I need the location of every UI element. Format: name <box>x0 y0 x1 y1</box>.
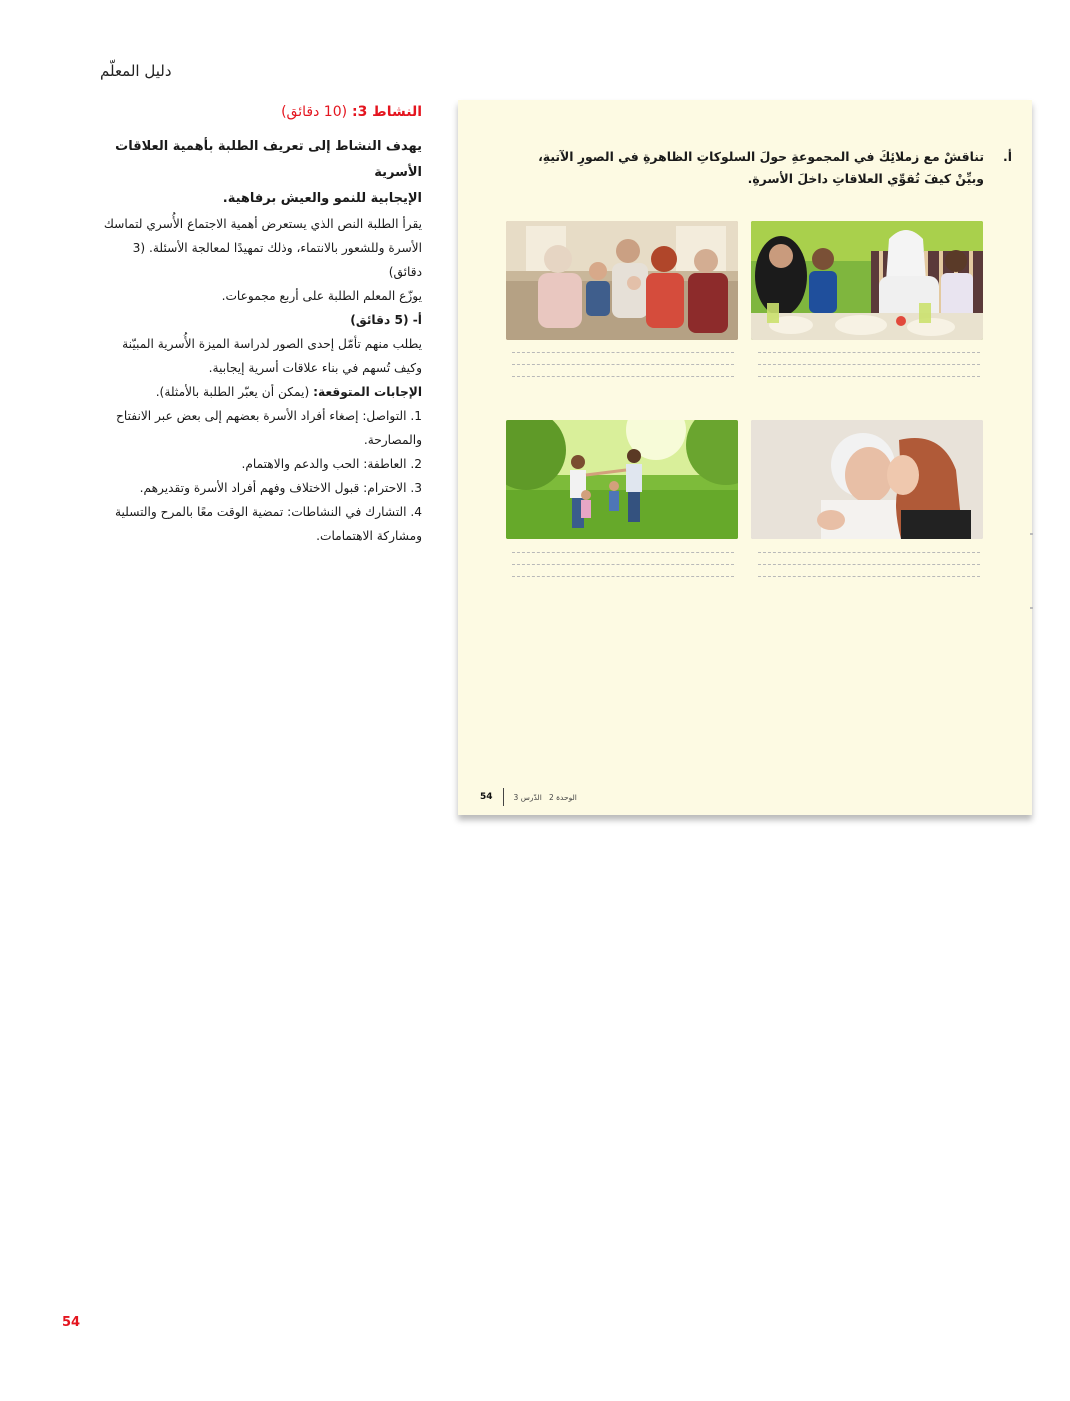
objective-line-1: يهدف النشاط إلى تعريف الطلبة بأهمية العلاقات الأسرية <box>115 139 422 180</box>
answer-lines[interactable] <box>512 352 734 388</box>
answer-item: 1. التواصل: إصغاء أفراد الأسرة بعضهم إلى بعض عبر الانفتاح والمصارحة. <box>116 409 422 447</box>
teacher-guide-column <box>100 100 422 548</box>
activity-objective <box>100 134 422 212</box>
book-instruction <box>524 146 1012 190</box>
answer-item: 4. التشارك في النشاطات: تمضية الوقت معًا بالمرح والتسلية ومشاركة الاهتمامات. <box>114 505 422 543</box>
guide-header-title: دليل المعلّم <box>100 62 172 80</box>
expected-answers-heading <box>100 380 422 404</box>
student-book-page <box>458 100 1032 815</box>
family-park-photo <box>506 420 738 539</box>
page-edge-mark <box>1030 607 1033 609</box>
item-letter: أ. <box>1003 149 1012 164</box>
part-a-title: أ- (5 دقائق) <box>350 313 422 327</box>
footer-unit: الوحدة 2 <box>548 792 577 802</box>
instruction-text: تناقشْ مع زملائِكَ في المجموعةِ حولَ السلوكاتِ الظاهرةِ في الصورِ الآتيةِ، وبيِّنْ كيفَ تُقوِّي العلاقاتِ داخلَ الأسرةِ. <box>538 149 984 186</box>
activity-duration: (10 دقائق) <box>281 104 348 120</box>
book-page-number: 54 <box>480 792 493 802</box>
answer-item: 2. العاطفة: الحب والدعم والاهتمام. <box>241 457 422 471</box>
activity-title-label: النشاط 3: <box>351 104 422 120</box>
answer-item: 3. الاحترام: قبول الاختلاف وفهم أفراد الأسرة وتقديرهم. <box>139 481 422 495</box>
expected-answers-note: (يمكن أن يعبّر الطلبة بالأمثلة). <box>155 385 310 399</box>
activity-title <box>100 100 422 124</box>
family-dinner-photo <box>751 221 983 340</box>
answer-lines[interactable] <box>512 552 734 588</box>
grouping-instruction: يوزّع المعلم الطلبة على أربع مجموعات. <box>221 289 422 303</box>
expected-answers-label: الإجابات المتوقعة: <box>313 385 422 399</box>
objective-line-2: الإيجابية للنمو والعيش برفاهية. <box>222 191 422 206</box>
page-edge-mark <box>1030 533 1033 535</box>
book-footer <box>480 788 577 806</box>
footer-lesson: الدّرس 3 <box>513 792 542 802</box>
footer-divider <box>503 788 504 806</box>
family-sofa-photo <box>506 221 738 340</box>
answer-lines[interactable] <box>758 552 980 588</box>
expected-answers-list <box>100 404 422 548</box>
footer-breadcrumb <box>514 793 577 802</box>
reading-instruction: يقرأ الطلبة النص الذي يستعرض أهمية الاجتماع الأُسري لتماسك الأسرة وللشعور بالانتماء، وذلك تمهيدًا لمعالجة الأسئلة. (3 دقائق) <box>103 217 422 279</box>
guide-page-number: 54 <box>62 1315 81 1330</box>
grandmother-kiss-photo <box>751 420 983 539</box>
answer-lines[interactable] <box>758 352 980 388</box>
part-a-instruction: يطلب منهم تأمّل إحدى الصور لدراسة الميزة الأُسرية المبيّنة وكيف تُسهم في بناء علاقات أسرية إيجابية. <box>122 337 422 375</box>
